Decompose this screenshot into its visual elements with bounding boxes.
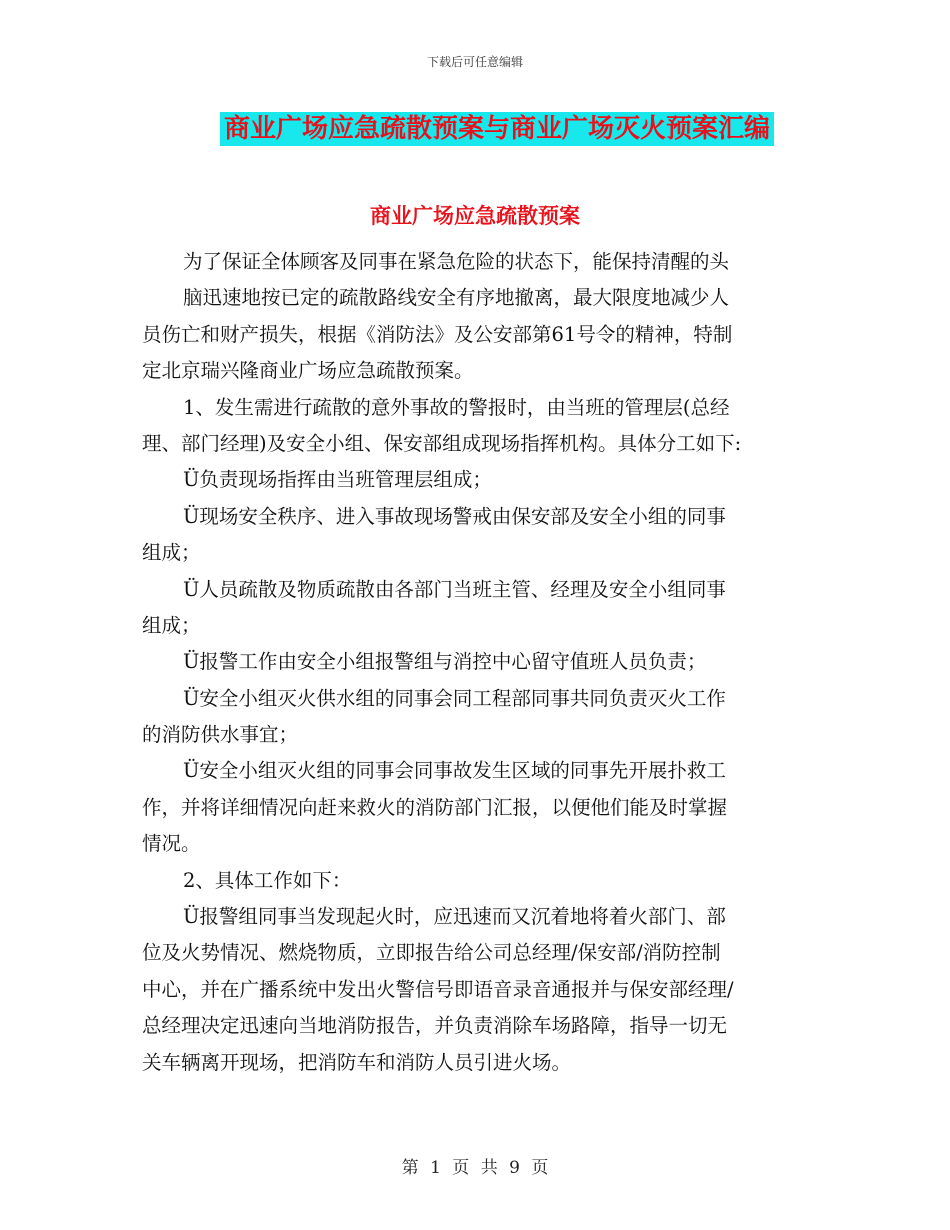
body-line: Ü现场安全秩序、进入事故现场警戒由保安部及安全小组的同事 <box>183 504 726 528</box>
body-line: 情况。 <box>142 832 201 856</box>
header-note: 下载后可任意编辑 <box>426 55 523 69</box>
body-line: 总经理决定迅速向当地消防报告，并负责消除车场路障，指导一切无 <box>142 1014 728 1038</box>
body-line: 的消防供水事宜； <box>142 723 299 747</box>
body-line: 员伤亡和财产损失，根据《消防法》及公安部第61号令的精神，特制 <box>142 322 733 346</box>
body-line: 组成； <box>142 613 201 637</box>
body-line: Ü报警组同事当发现起火时，应迅速而又沉着地将着火部门、部 <box>183 905 726 929</box>
body-line: 作，并将详细情况向赶来救火的消防部门汇报，以便他们能及时掌握 <box>142 795 728 819</box>
body-line: 中心，并在广播系统中发出火警信号即语音录音通报并与保安部经理/ <box>142 977 734 1001</box>
body-line: 为了保证全体顾客及同事在紧急危险的状态下，能保持清醒的头 <box>183 250 730 273</box>
body-line: 2、具体工作如下： <box>183 868 352 892</box>
section-title: 商业广场应急疏散预案 <box>370 204 580 228</box>
body-line: 脑迅速地按已定的疏散路线安全有序地撤离，最大限度地减少人 <box>183 286 730 310</box>
body-line: Ü负责现场指挥由当班管理层组成； <box>183 468 492 492</box>
page-footer: 第 1 页 共 9 页 <box>401 1158 549 1178</box>
document-body <box>142 244 812 1081</box>
document-title: 商业广场应急疏散预案与商业广场灭火预案汇编 <box>220 112 774 146</box>
body-line: 理、部门经理)及安全小组、保安部组成现场指挥机构。具体分工如下: <box>142 431 742 455</box>
body-line: Ü人员疏散及物质疏散由各部门当班主管、经理及安全小组同事 <box>183 577 726 601</box>
body-line: 位及火势情况、燃烧物质，立即报告给公司总经理/保安部/消防控制 <box>142 941 721 965</box>
body-line: 定北京瑞兴隆商业广场应急疏散预案。 <box>142 359 474 383</box>
body-line: 组成； <box>142 541 201 565</box>
body-line: Ü安全小组灭火组的同事会同事故发生区域的同事先开展扑救工 <box>183 759 726 783</box>
body-line: 1、发生需进行疏散的意外事故的警报时，由当班的管理层(总经 <box>183 395 730 419</box>
body-line: Ü报警工作由安全小组报警组与消控中心留守值班人员负责； <box>183 650 707 674</box>
body-line: 关车辆离开现场，把消防车和消防人员引进火场。 <box>142 1050 572 1074</box>
body-line: Ü安全小组灭火供水组的同事会同工程部同事共同负责灭火工作 <box>183 686 726 710</box>
